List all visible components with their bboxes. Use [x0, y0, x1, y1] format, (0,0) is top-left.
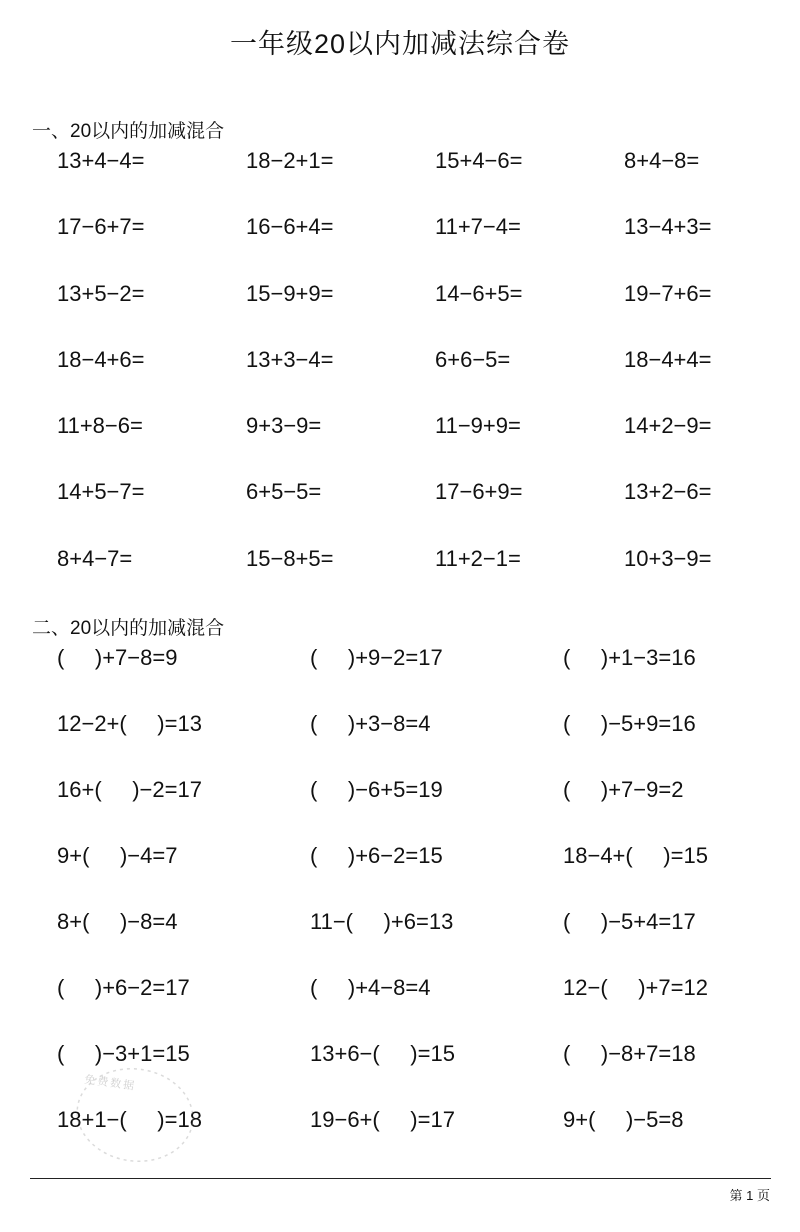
section-1-problem: 14+2−9= — [624, 413, 712, 439]
section-2-problem: 9+( )−4=7 — [57, 843, 178, 868]
section-2-problem: ( )+7−8=9 — [57, 645, 178, 670]
section-1-problem: 15−8+5= — [246, 545, 334, 571]
section-2-problem: 13+6−( )=15 — [310, 1041, 455, 1066]
section-1-problem: 18−4+4= — [624, 346, 712, 372]
section-1-problem: 6+6−5= — [435, 346, 511, 372]
section-2-problem: ( )+7−9=2 — [563, 777, 684, 802]
page-number: 第 1 页 — [729, 1188, 770, 1203]
stamp-text: 免费数据 — [83, 1073, 137, 1093]
section-1-problem: 18−2+1= — [246, 148, 334, 173]
section-1-problem: 19−7+6= — [624, 280, 712, 306]
section-1-problem-grid — [57, 144, 774, 608]
section-1-problem: 17−6+9= — [435, 479, 523, 505]
section-2-problem: ( )−5+9=16 — [563, 711, 696, 736]
section-2-problem: 11−( )+6=13 — [310, 909, 454, 934]
section-1-problem: 11+2−1= — [435, 545, 521, 571]
section-1-problem: 13−4+3= — [624, 214, 712, 240]
section-1-problem: 9+3−9= — [246, 413, 322, 439]
section-1-problem: 14−6+5= — [435, 280, 523, 306]
section-1-problem: 14+5−7= — [57, 479, 145, 505]
section-2-problem: 8+( )−8=4 — [57, 909, 178, 934]
section-2-problem: 16+( )−2=17 — [57, 777, 202, 802]
footer-divider — [30, 1178, 771, 1179]
section-1-problem: 18−4+6= — [57, 346, 145, 372]
section-1-problem: 11+8−6= — [57, 413, 143, 439]
section-1-problem: 10+3−9= — [624, 545, 712, 571]
section-2-problem: ( )+4−8=4 — [310, 975, 431, 1000]
section-2-problem: ( )+9−2=17 — [310, 645, 443, 670]
section-2-problem: ( )+3−8=4 — [310, 711, 431, 736]
section-1-problem: 13+5−2= — [57, 280, 145, 306]
section-2-problem: ( )+1−3=16 — [563, 645, 696, 670]
section-1-problem: 15−9+9= — [246, 280, 334, 306]
section-2-heading: 二、20以内的加减混合 — [32, 618, 225, 639]
section-2-problem: ( )−3+1=15 — [57, 1041, 190, 1066]
section-2-problem: ( )+6−2=15 — [310, 843, 443, 868]
section-2-problem: ( )−6+5=19 — [310, 777, 443, 802]
section-2-problem: 9+( )−5=8 — [563, 1107, 684, 1132]
section-2-problem: 12−( )+7=12 — [563, 975, 708, 1000]
section-1-problem: 11−9+9= — [435, 413, 521, 439]
section-1-problem: 16−6+4= — [246, 214, 334, 240]
section-1-problem: 8+4−8= — [624, 148, 700, 173]
section-2-problem: ( )−8+7=18 — [563, 1041, 696, 1066]
section-1-problem: 13+4−4= — [57, 148, 145, 173]
section-2-problem: 18+1−( )=18 — [57, 1107, 202, 1132]
section-1-problem: 8+4−7= — [57, 545, 133, 571]
section-2-problem: 18−4+( )=15 — [563, 843, 708, 868]
section-2-problem: 19−6+( )=17 — [310, 1107, 455, 1132]
page-title: 一年级20以内加减法综合卷 — [229, 29, 571, 59]
section-1-problem: 11+7−4= — [435, 214, 521, 240]
section-1-problem: 13+2−6= — [624, 479, 712, 505]
section-1-heading: 一、20以内的加减混合 — [32, 121, 225, 142]
section-2-problem-grid — [57, 641, 763, 1169]
section-1-problem: 13+3−4= — [246, 346, 334, 372]
section-2-problem: ( )+6−2=17 — [57, 975, 190, 1000]
section-2-problem: ( )−5+4=17 — [563, 909, 696, 934]
section-1-problem: 15+4−6= — [435, 148, 523, 173]
section-1-problem: 17−6+7= — [57, 214, 145, 240]
section-1-problem: 6+5−5= — [246, 479, 322, 505]
section-2-problem: 12−2+( )=13 — [57, 711, 202, 736]
